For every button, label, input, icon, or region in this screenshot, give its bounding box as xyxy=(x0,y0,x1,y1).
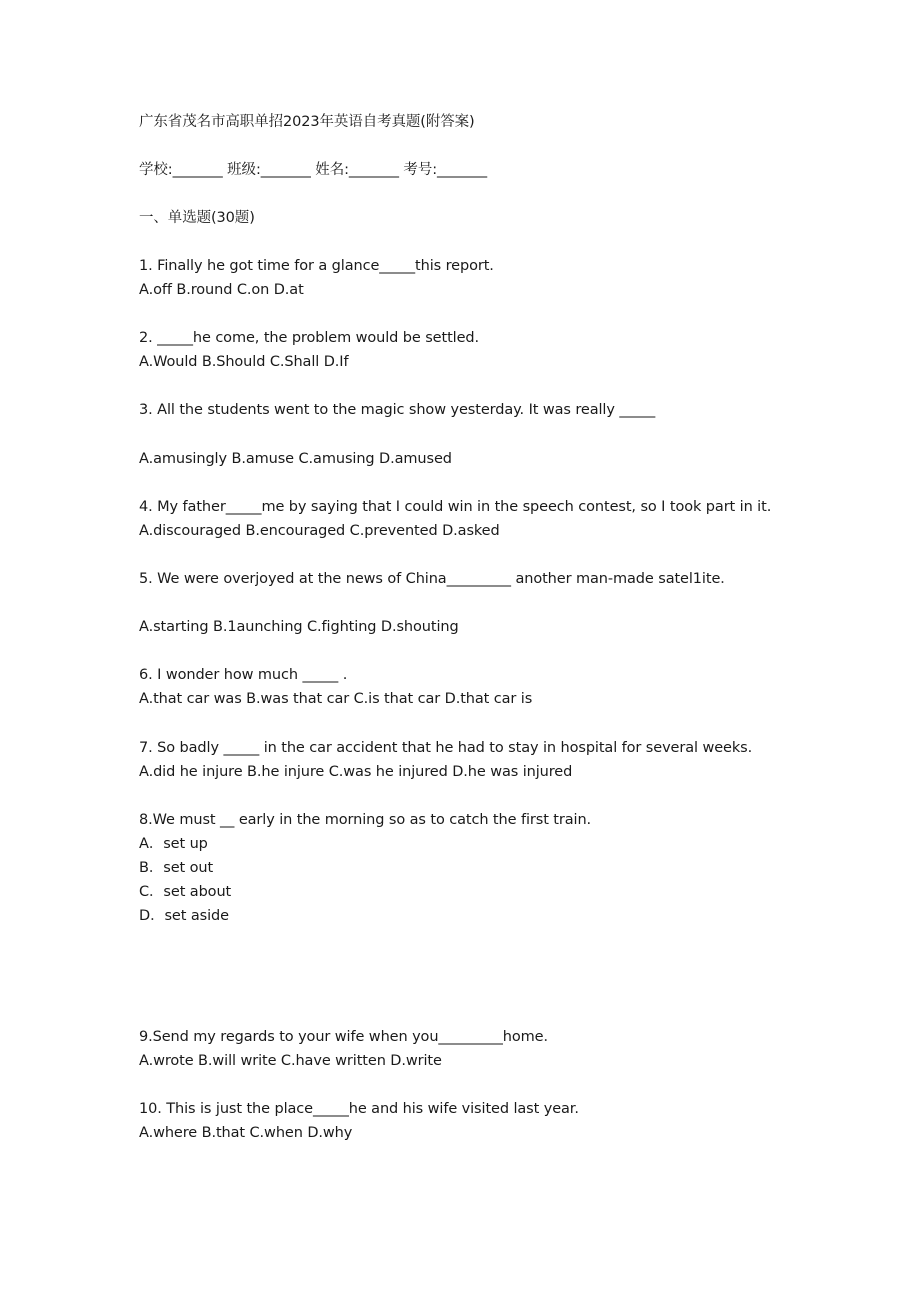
document-title: 广东省茂名市高职单招2023年英语自考真题(附答案) xyxy=(139,114,475,130)
question-1-options: A.off B.round C.on D.at xyxy=(139,282,304,298)
question-7-stem: 7. So badly _____ in the car accident that he had to stay in hospital for several weeks. xyxy=(139,740,753,756)
question-2-options: A.Would B.Should C.Shall D.If xyxy=(139,354,349,370)
question-3-options: A.amusingly B.amuse C.amusing D.amused xyxy=(139,451,452,467)
question-4-stem: 4. My father_____me by saying that I could win in the speech contest, so I took part in it. xyxy=(139,499,772,515)
question-8-stem: 8.We must __ early in the morning so as to catch the first train. xyxy=(139,812,592,828)
question-6-stem: 6. I wonder how much _____ . xyxy=(139,667,348,683)
question-9-stem: 9.Send my regards to your wife when you_________home． xyxy=(139,1029,558,1045)
question-8-option-b: B．set out xyxy=(139,860,214,876)
question-2-stem: 2. _____he come, the problem would be settled. xyxy=(139,330,480,346)
question-8-option-d: D．set aside xyxy=(139,908,229,924)
question-6-options: A.that car was B.was that car C.is that car D.that car is xyxy=(139,691,533,707)
question-1-stem: 1. Finally he got time for a glance_____this report. xyxy=(139,258,494,274)
question-8-option-c: C．set about xyxy=(139,884,232,900)
question-8-option-a: A．set up xyxy=(139,836,208,852)
question-9-options: A.wrote B.will write C.have written D.write xyxy=(139,1053,442,1069)
question-10-options: A.where B.that C.when D.why xyxy=(139,1125,353,1141)
question-5-options: A.starting B.1aunching C.fighting D.shouting xyxy=(139,619,459,635)
question-4-options: A.discouraged B.encouraged C.prevented D.asked xyxy=(139,523,500,539)
section-heading: 一、单选题(30题) xyxy=(139,210,255,226)
student-info-line: 学校:_______ 班级:_______ 姓名:_______ 考号:_______ xyxy=(139,162,488,178)
question-10-stem: 10. This is just the place_____he and his wife visited last year. xyxy=(139,1101,579,1117)
question-7-options: A.did he injure B.he injure C.was he injured D.he was injured xyxy=(139,764,573,780)
question-5-stem: 5. We were overjoyed at the news of China_________ another man-made satel1ite． xyxy=(139,571,735,587)
question-3-stem: 3. All the students went to the magic show yesterday. It was really _____ xyxy=(139,402,656,418)
